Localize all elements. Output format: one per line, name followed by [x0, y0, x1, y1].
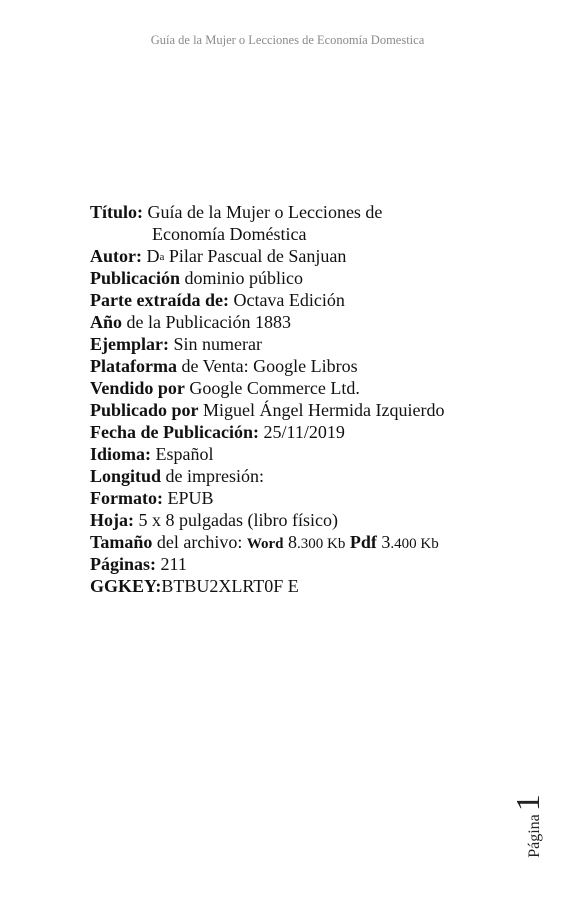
titulo-label: Título: — [90, 202, 144, 222]
publicacion-row — [90, 267, 560, 289]
anio-value: de la Publicación 1883 — [126, 312, 291, 332]
hoja-value: 5 x 8 pulgadas (libro físico) — [138, 510, 338, 530]
plataforma-label: Plataforma — [90, 356, 177, 376]
titulo-value: Guía de la Mujer o Lecciones de — [147, 202, 383, 222]
pdf-label: Pdf — [349, 532, 377, 552]
titulo-value-cont: Economía Doméstica — [152, 224, 307, 244]
idioma-label: Idioma: — [90, 444, 152, 464]
autor-value: Pilar Pascual de Sanjuan — [168, 246, 347, 266]
parte-value: Octava Edición — [233, 290, 345, 310]
publicado-label: Publicado por — [90, 400, 199, 420]
fecha-value: 25/11/2019 — [263, 422, 345, 442]
publicacion-value: dominio público — [184, 268, 304, 288]
idioma-value: Español — [155, 444, 214, 464]
tamano-value: del archivo: — [156, 532, 243, 552]
paginas-row — [90, 553, 560, 575]
anio-label: Año — [90, 312, 123, 332]
ggkey-row — [90, 575, 560, 597]
autor-prefix: D — [146, 246, 160, 266]
publicado-row — [90, 399, 560, 421]
ejemplar-value: Sin numerar — [173, 334, 262, 354]
publicacion-label: Publicación — [90, 268, 181, 288]
plataforma-value: de Venta: Google Libros — [181, 356, 358, 376]
anio-row — [90, 311, 560, 333]
fecha-label: Fecha de Publicación: — [90, 422, 259, 442]
running-header: Guía de la Mujer o Lecciones de Economía Domestica — [150, 33, 425, 47]
autor-superscript: a — [159, 251, 165, 263]
vendido-label: Vendido por — [90, 378, 185, 398]
fecha-row — [90, 421, 560, 443]
word-label: Word — [246, 536, 284, 552]
page-number-footer — [509, 786, 549, 866]
longitud-value: de impresión: — [165, 466, 265, 486]
pdf-size-lead: 3 — [381, 532, 391, 552]
parte-row — [90, 289, 560, 311]
vendido-row — [90, 377, 560, 399]
formato-row — [90, 487, 560, 509]
hoja-label: Hoja: — [90, 510, 134, 530]
pdf-size: .400 Kb — [390, 536, 439, 552]
vendido-value: Google Commerce Ltd. — [189, 378, 360, 398]
page-number-group — [512, 794, 546, 858]
autor-row — [90, 245, 560, 267]
formato-value: EPUB — [167, 488, 214, 508]
paginas-value: 211 — [160, 554, 187, 574]
hoja-row — [90, 509, 560, 531]
ejemplar-row — [90, 333, 560, 355]
publicado-value: Miguel Ángel Hermida Izquierdo — [203, 400, 445, 420]
longitud-label: Longitud — [90, 466, 162, 486]
longitud-row — [90, 465, 560, 487]
tamano-row — [90, 531, 560, 553]
ggkey-value: BTBU2XLRT0F E — [161, 576, 299, 596]
ggkey-label: GGKEY: — [90, 576, 162, 596]
book-metadata — [90, 201, 560, 597]
page-number: 1 — [510, 794, 547, 812]
word-size: .300 Kb — [297, 536, 346, 552]
formato-label: Formato: — [90, 488, 163, 508]
page-word: Página — [526, 814, 543, 858]
titulo-continuation — [90, 223, 560, 245]
paginas-label: Páginas: — [90, 554, 157, 574]
ejemplar-label: Ejemplar: — [90, 334, 169, 354]
idioma-row — [90, 443, 560, 465]
parte-label: Parte extraída de: — [90, 290, 229, 310]
tamano-label: Tamaño — [90, 532, 153, 552]
autor-label: Autor: — [90, 246, 142, 266]
titulo-row — [90, 201, 560, 223]
plataforma-row — [90, 355, 560, 377]
word-size-lead: 8 — [288, 532, 298, 552]
